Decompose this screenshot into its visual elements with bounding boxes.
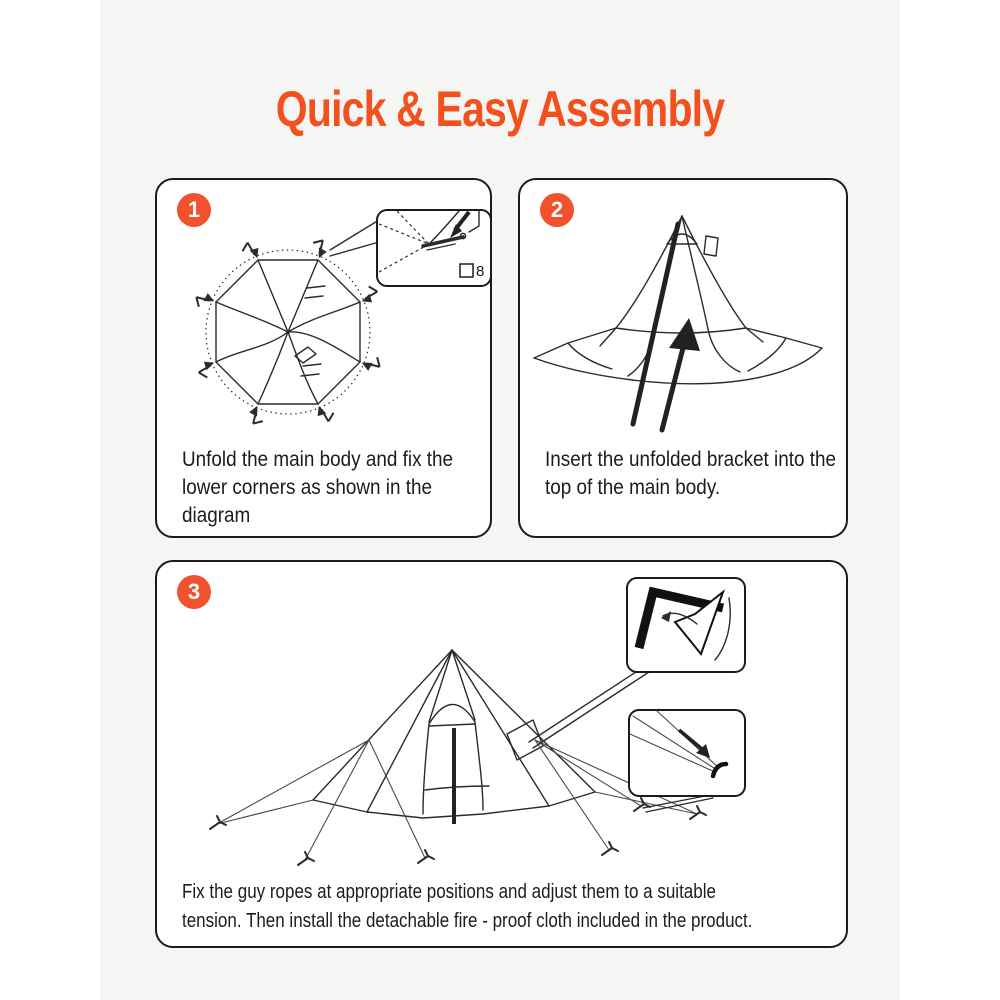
step-1-panel — [155, 178, 492, 538]
step-3-panel — [155, 560, 848, 948]
insert-arrow-icon — [662, 318, 700, 430]
page-title: Quick & Easy Assembly — [275, 81, 725, 137]
step-3-badge: 3 — [177, 575, 211, 609]
fire-proof-cloth-inset — [627, 578, 745, 672]
step-1-badge: 1 — [177, 193, 211, 227]
step-1-caption: Unfold the main body and fix the lower corners as shown in the diagram — [182, 448, 454, 527]
stake-quantity-label: 8 — [476, 263, 485, 280]
ground-stake-icons — [210, 798, 706, 865]
octagon-main-body — [216, 260, 360, 404]
stake-detail-inset — [377, 210, 491, 286]
step-2-caption: Insert the unfolded bracket into the top of the main body. — [545, 448, 837, 499]
guy-rope-stake-inset — [629, 710, 745, 796]
quantity-square-icon — [460, 264, 473, 277]
step-3-caption: Fix the guy ropes at appropriate positions and adjust them to a suitable tension. Then install the detachable fire - proof cloth included in the product. — [182, 881, 753, 932]
vent-patch — [507, 720, 543, 760]
step-2-panel — [518, 178, 848, 538]
pitched-tent-diagram — [157, 562, 846, 874]
tent-body — [313, 650, 595, 824]
guy-ropes — [217, 740, 697, 860]
step-2-badge: 2 — [540, 193, 574, 227]
